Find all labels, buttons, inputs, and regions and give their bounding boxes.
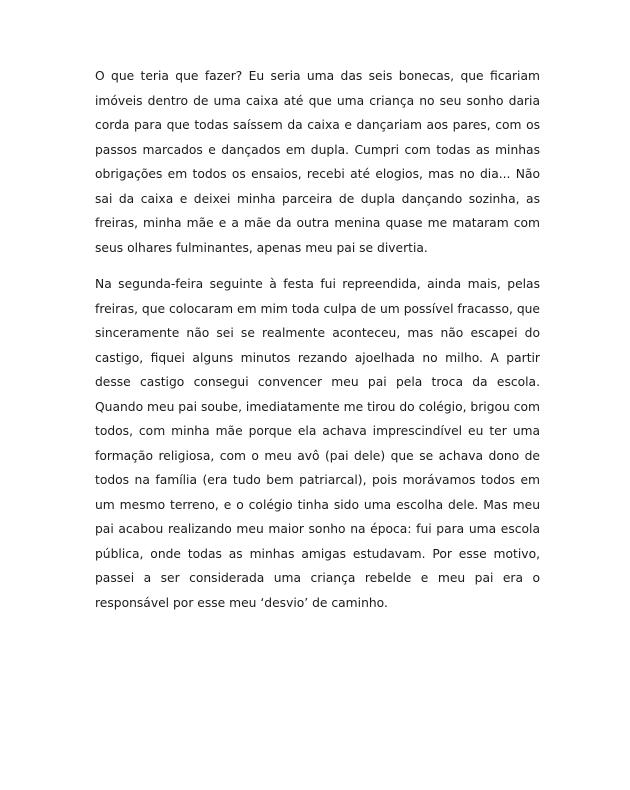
paragraph-2: Na segunda-feira seguinte à festa fui repreendida, ainda mais, pelas freiras, que colocaram em mim toda culpa de um possível fracasso, que sinceramente não sei se realmente aconteceu, mas não escapei do castigo, fiquei alguns minutos rezando ajoelhada no milho. A partir desse castigo consegui convencer meu pai pela troca da escola. Quando meu pai soube, imediatamente me tirou do colégio, brigou com todos, com minha mãe porque ela achava imprescindível eu ter uma formação religiosa, com o meu avô (pai dele) que se achava dono de todos na família (era tudo bem patriarcal), pois morávamos todos em um mesmo terreno, e o colégio tinha sido uma escolha dele. Mas meu pai acabou realizando meu maior sonho na época: fui para uma escola pública, onde todas as minhas amigas estudavam. Por esse motivo, passei a ser considerada uma criança rebelde e meu pai era o responsável por esse meu ‘desvio’ de caminho. xyxy=(95,277,540,610)
paragraph-1: O que teria que fazer? Eu seria uma das seis bonecas, que ficariam imóveis dentro de uma caixa até que uma criança no seu sonho daria corda para que todas saíssem da caixa e dançariam aos pares, com os passos marcados e dançados em dupla. Cumpri com todas as minhas obrigações em todos os ensaios, recebi até elogios, mas no dia... Não sai da caixa e deixei minha parceira de dupla dançando sozinha, as freiras, minha mãe e a mãe da outra menina quase me mataram com seus olhares fulminantes, apenas meu pai se divertia. xyxy=(95,69,540,255)
document-body xyxy=(95,64,540,615)
